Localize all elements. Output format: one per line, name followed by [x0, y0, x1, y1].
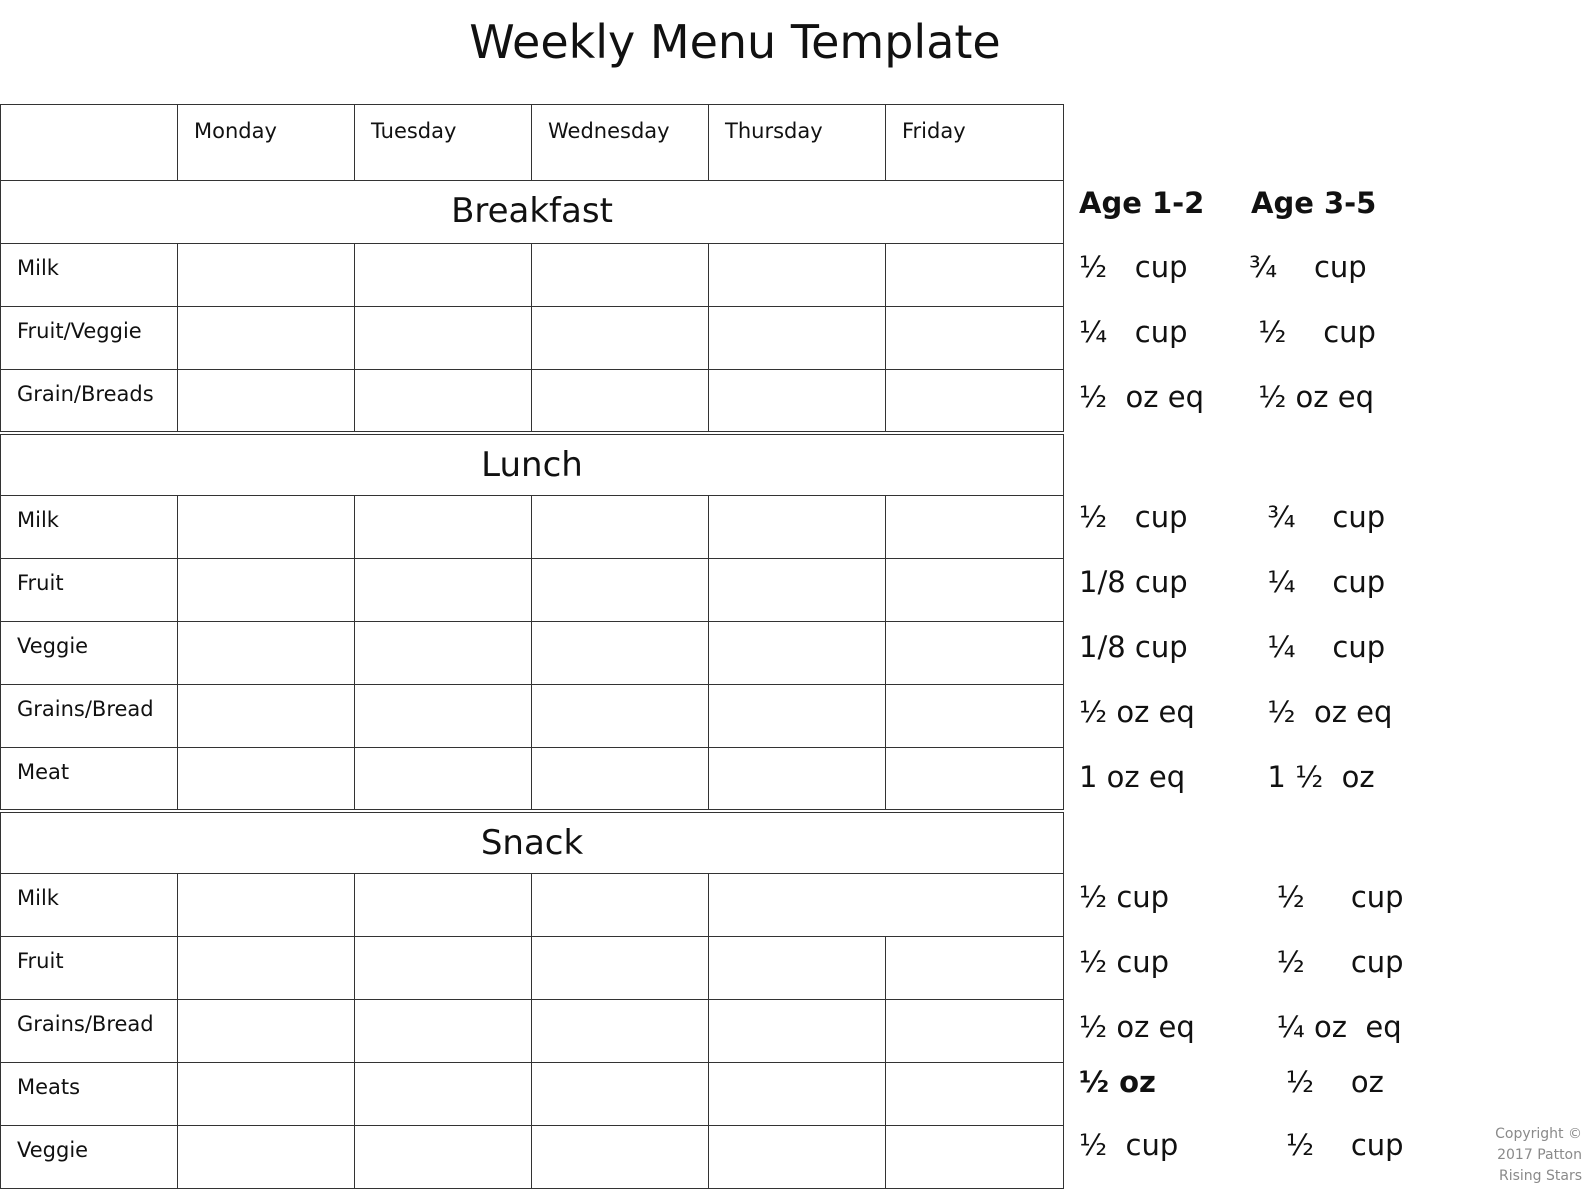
menu-cell[interactable] — [886, 1063, 1064, 1126]
menu-cell[interactable] — [532, 937, 709, 1000]
menu-cell[interactable] — [355, 1000, 532, 1063]
page-title: Weekly Menu Template — [469, 15, 1001, 69]
menu-cell[interactable] — [886, 685, 1064, 748]
menu-cell[interactable] — [355, 622, 532, 685]
day-header-friday: Friday — [886, 105, 1064, 181]
day-header-row — [1, 105, 1064, 181]
menu-cell[interactable] — [355, 307, 532, 370]
menu-cell[interactable] — [532, 1000, 709, 1063]
portion-row — [1079, 630, 1419, 670]
portion-age-3-5: ¾ cup — [1249, 250, 1367, 284]
table-row — [1, 874, 1064, 937]
row-label: Milk — [1, 874, 178, 937]
table-row — [1, 1063, 1064, 1126]
portion-row — [1079, 315, 1419, 355]
menu-cell[interactable] — [355, 1063, 532, 1126]
portion-row — [1079, 760, 1419, 800]
menu-cell[interactable] — [178, 874, 355, 937]
menu-cell[interactable] — [178, 748, 355, 811]
menu-cell[interactable] — [886, 748, 1064, 811]
portion-age-3-5: ½ cup — [1249, 1128, 1404, 1162]
menu-cell[interactable] — [178, 1126, 355, 1189]
menu-cell[interactable] — [355, 559, 532, 622]
menu-cell[interactable] — [709, 1126, 886, 1189]
table-row — [1, 937, 1064, 1000]
row-label: Fruit — [1, 559, 178, 622]
menu-cell[interactable] — [355, 748, 532, 811]
portion-age-3-5: ½ cup — [1249, 315, 1376, 349]
section-title-breakfast: Breakfast — [1, 181, 1064, 244]
menu-cell[interactable] — [709, 1000, 886, 1063]
day-header-wednesday: Wednesday — [532, 105, 709, 181]
menu-cell[interactable] — [709, 937, 886, 1000]
section-lunch — [1, 433, 1064, 496]
table-row — [1, 559, 1064, 622]
menu-cell[interactable] — [355, 685, 532, 748]
portion-age-1-2: ½ cup — [1079, 945, 1170, 979]
menu-cell[interactable] — [178, 496, 355, 559]
section-snack — [1, 811, 1064, 874]
row-label: Milk — [1, 244, 178, 307]
portion-age-3-5: ½ cup — [1249, 880, 1404, 914]
menu-cell[interactable] — [178, 1063, 355, 1126]
row-label: Veggie — [1, 622, 178, 685]
table-row — [1, 244, 1064, 307]
table-row — [1, 1000, 1064, 1063]
table-row — [1, 1126, 1064, 1189]
age-header-1-2: Age 1-2 — [1079, 186, 1205, 220]
portion-age-3-5: ¾ cup — [1249, 500, 1386, 534]
portion-age-3-5: ¼ cup — [1249, 565, 1386, 599]
portion-age-1-2: ½ oz eq — [1079, 380, 1204, 414]
menu-cell[interactable] — [355, 370, 532, 433]
portion-age-3-5: ½ cup — [1249, 945, 1404, 979]
menu-cell[interactable] — [532, 1063, 709, 1126]
menu-cell[interactable] — [178, 307, 355, 370]
menu-cell[interactable] — [709, 370, 886, 433]
menu-cell[interactable] — [178, 1000, 355, 1063]
menu-cell[interactable] — [886, 370, 1064, 433]
row-label: Grains/Bread — [1, 1000, 178, 1063]
menu-cell[interactable] — [886, 307, 1064, 370]
menu-cell[interactable] — [532, 685, 709, 748]
row-label: Fruit — [1, 937, 178, 1000]
row-label: Grain/Breads — [1, 370, 178, 433]
row-label: Meats — [1, 1063, 178, 1126]
copyright-note: Copyright © 2017 Patton Rising Stars — [1495, 1126, 1582, 1184]
menu-cell[interactable] — [532, 748, 709, 811]
portion-row — [1079, 945, 1419, 985]
portion-age-1-2: ½ oz eq — [1079, 695, 1195, 729]
menu-cell[interactable] — [886, 622, 1064, 685]
portion-age-1-2: ½ cup — [1079, 880, 1170, 914]
menu-table — [0, 104, 1064, 1189]
portion-row — [1079, 1128, 1419, 1168]
row-label: Fruit/Veggie — [1, 307, 178, 370]
menu-cell[interactable] — [178, 559, 355, 622]
menu-cell[interactable] — [709, 685, 886, 748]
row-label: Meat — [1, 748, 178, 811]
age-header-3-5: Age 3-5 — [1251, 186, 1377, 220]
menu-cell[interactable] — [532, 244, 709, 307]
menu-cell[interactable] — [355, 1126, 532, 1189]
portion-age-3-5: ½ oz eq — [1249, 695, 1393, 729]
table-row — [1, 685, 1064, 748]
portion-age-1-2: ½ oz — [1079, 1065, 1156, 1099]
row-label: Grains/Bread — [1, 685, 178, 748]
table-row — [1, 622, 1064, 685]
portion-age-3-5: 1 ½ oz — [1249, 760, 1375, 794]
menu-cell[interactable] — [355, 937, 532, 1000]
menu-cell[interactable] — [709, 874, 1064, 937]
menu-cell[interactable] — [532, 874, 709, 937]
table-row — [1, 496, 1064, 559]
portion-row — [1079, 880, 1419, 920]
menu-cell[interactable] — [532, 1126, 709, 1189]
menu-cell[interactable] — [532, 622, 709, 685]
portion-age-3-5: ¼ cup — [1249, 630, 1386, 664]
row-label: Milk — [1, 496, 178, 559]
portion-age-1-2: ½ cup — [1079, 250, 1188, 284]
menu-cell[interactable] — [709, 307, 886, 370]
section-title-lunch: Lunch — [1, 433, 1064, 496]
portion-row — [1079, 500, 1419, 540]
menu-cell[interactable] — [532, 370, 709, 433]
section-breakfast — [1, 181, 1064, 244]
menu-cell[interactable] — [886, 1000, 1064, 1063]
menu-cell[interactable] — [532, 307, 709, 370]
portion-age-1-2: ½ oz eq — [1079, 1010, 1195, 1044]
menu-cell[interactable] — [886, 937, 1064, 1000]
menu-cell[interactable] — [709, 748, 886, 811]
menu-cell[interactable] — [532, 559, 709, 622]
portion-age-3-5: ¼ oz eq — [1249, 1010, 1402, 1044]
portion-row — [1079, 1010, 1419, 1050]
portion-row — [1079, 250, 1419, 290]
menu-cell[interactable] — [709, 622, 886, 685]
menu-cell[interactable] — [886, 244, 1064, 307]
row-label: Veggie — [1, 1126, 178, 1189]
portion-age-3-5: ½ oz — [1249, 1065, 1384, 1099]
menu-cell[interactable] — [178, 370, 355, 433]
menu-cell[interactable] — [709, 1063, 886, 1126]
portion-row — [1079, 565, 1419, 605]
portion-age-3-5: ½ oz eq — [1249, 380, 1374, 414]
menu-cell[interactable] — [532, 496, 709, 559]
portion-age-1-2: ¼ cup — [1079, 315, 1188, 349]
menu-cell[interactable] — [178, 685, 355, 748]
day-header-thursday: Thursday — [709, 105, 886, 181]
menu-cell[interactable] — [709, 496, 886, 559]
menu-cell[interactable] — [709, 559, 886, 622]
portion-age-1-2: ½ cup — [1079, 500, 1188, 534]
portion-row — [1079, 1065, 1419, 1105]
table-row — [1, 748, 1064, 811]
menu-cell[interactable] — [355, 874, 532, 937]
corner-cell — [1, 105, 178, 181]
portion-row — [1079, 695, 1419, 735]
portion-guide — [1079, 0, 1419, 1191]
portion-age-1-2: 1/8 cup — [1079, 565, 1188, 599]
menu-cell[interactable] — [709, 244, 886, 307]
day-header-tuesday: Tuesday — [355, 105, 532, 181]
portion-age-1-2: 1/8 cup — [1079, 630, 1188, 664]
menu-cell[interactable] — [355, 496, 532, 559]
menu-cell[interactable] — [886, 1126, 1064, 1189]
day-header-monday: Monday — [178, 105, 355, 181]
menu-cell[interactable] — [355, 244, 532, 307]
table-row — [1, 307, 1064, 370]
menu-cell[interactable] — [178, 244, 355, 307]
portion-row — [1079, 380, 1419, 420]
table-row — [1, 370, 1064, 433]
menu-cell[interactable] — [178, 622, 355, 685]
section-title-snack: Snack — [1, 811, 1064, 874]
portion-age-1-2: 1 oz eq — [1079, 760, 1186, 794]
menu-cell[interactable] — [886, 559, 1064, 622]
menu-cell[interactable] — [178, 937, 355, 1000]
portion-age-1-2: ½ cup — [1079, 1128, 1179, 1162]
menu-cell[interactable] — [886, 496, 1064, 559]
